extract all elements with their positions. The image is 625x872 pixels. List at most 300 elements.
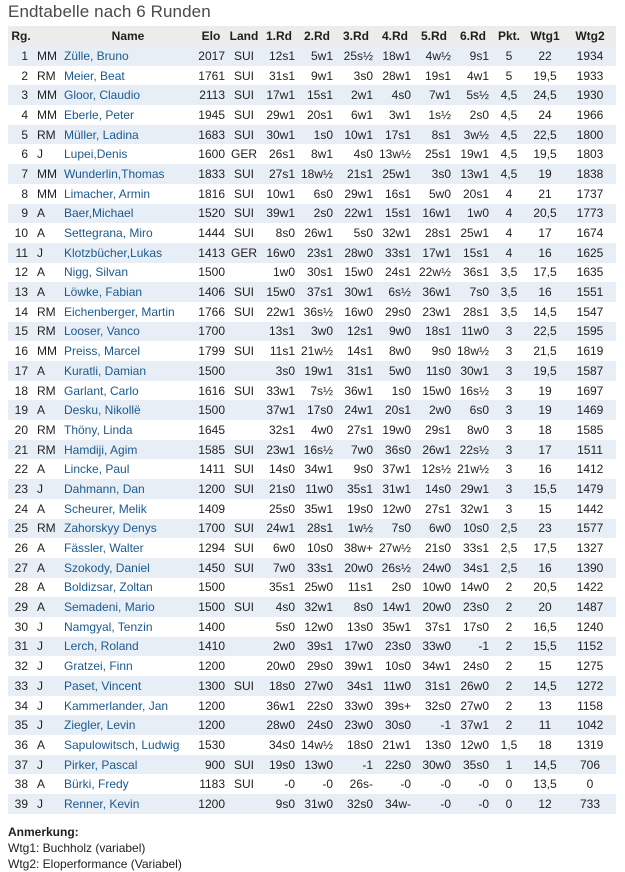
- round-6-cell: 2s0: [454, 105, 492, 125]
- table-row: [8, 656, 616, 676]
- round-1-cell: 29w1: [260, 105, 298, 125]
- player-name-link[interactable]: Namgyal, Tenzin: [62, 617, 194, 637]
- round-4-cell: 39s+: [376, 696, 414, 716]
- round-2-cell: 1s0: [298, 125, 336, 145]
- round-6-cell: 34s1: [454, 558, 492, 578]
- round-2-cell: 34w1: [298, 459, 336, 479]
- round-3-cell: 1w½: [336, 519, 376, 539]
- player-name-link[interactable]: Gratzei, Finn: [62, 656, 194, 676]
- wtg2-cell: 1697: [564, 381, 616, 401]
- round-2-cell: 2s0: [298, 204, 336, 224]
- rank-cell: 35: [8, 715, 34, 735]
- table-row: [8, 381, 616, 401]
- country-cell: SUI: [228, 459, 260, 479]
- elo-cell: 1799: [194, 341, 228, 361]
- rank-cell: 24: [8, 499, 34, 519]
- round-6-cell: 14w0: [454, 578, 492, 598]
- wtg1-cell: 13,5: [526, 774, 564, 794]
- rank-cell: 30: [8, 617, 34, 637]
- wtg2-cell: 1773: [564, 204, 616, 224]
- country-cell: SUI: [228, 46, 260, 66]
- table-row: [8, 125, 616, 145]
- player-name-link[interactable]: Eichenberger, Martin: [62, 302, 194, 322]
- table-row: [8, 676, 616, 696]
- round-4-cell: 3w1: [376, 105, 414, 125]
- round-5-cell: 14s0: [414, 479, 454, 499]
- round-6-cell: 36s1: [454, 263, 492, 283]
- wtg2-cell: 1585: [564, 420, 616, 440]
- wtg2-cell: 1158: [564, 696, 616, 716]
- table-row: [8, 558, 616, 578]
- player-name-link[interactable]: Zahorskyy Denys: [62, 519, 194, 539]
- wtg1-cell: 13: [526, 696, 564, 716]
- round-3-cell: 13s0: [336, 617, 376, 637]
- round-4-cell: 20s1: [376, 400, 414, 420]
- round-6-cell: 33s1: [454, 538, 492, 558]
- title-cell: MM: [34, 341, 62, 361]
- elo-cell: 1600: [194, 144, 228, 164]
- wtg2-cell: 1469: [564, 400, 616, 420]
- round-6-cell: 13w1: [454, 164, 492, 184]
- title-cell: A: [34, 597, 62, 617]
- points-cell: 4,5: [492, 144, 526, 164]
- title-cell: J: [34, 794, 62, 814]
- rank-cell: 34: [8, 696, 34, 716]
- wtg1-cell: 16: [526, 243, 564, 263]
- player-name-link[interactable]: Klotzbücher,Lukas: [62, 243, 194, 263]
- header-round-4: 4.Rd: [376, 26, 414, 46]
- round-3-cell: 18s0: [336, 735, 376, 755]
- rank-cell: 4: [8, 105, 34, 125]
- player-name-link[interactable]: Kammerlander, Jan: [62, 696, 194, 716]
- table-row: [8, 794, 616, 814]
- round-2-cell: 16s½: [298, 440, 336, 460]
- points-cell: 3: [492, 499, 526, 519]
- player-name-link[interactable]: Baer,Michael: [62, 204, 194, 224]
- elo-cell: 2113: [194, 85, 228, 105]
- wtg1-cell: 22,5: [526, 322, 564, 342]
- round-1-cell: 22w1: [260, 302, 298, 322]
- round-4-cell: 37w1: [376, 459, 414, 479]
- table-row: [8, 85, 616, 105]
- round-3-cell: 15w0: [336, 263, 376, 283]
- round-1-cell: 2w0: [260, 637, 298, 657]
- round-1-cell: 27s1: [260, 164, 298, 184]
- round-4-cell: 34w-: [376, 794, 414, 814]
- round-4-cell: 25w1: [376, 164, 414, 184]
- player-name-link[interactable]: Szokody, Daniel: [62, 558, 194, 578]
- round-5-cell: 12s½: [414, 459, 454, 479]
- round-3-cell: 14s1: [336, 341, 376, 361]
- table-row: [8, 617, 616, 637]
- player-name-link[interactable]: Desku, Nikollë: [62, 400, 194, 420]
- player-name-link[interactable]: Renner, Kevin: [62, 794, 194, 814]
- round-6-cell: 23s0: [454, 597, 492, 617]
- elo-cell: 1761: [194, 66, 228, 86]
- wtg1-cell: 20,5: [526, 578, 564, 598]
- round-1-cell: 11s1: [260, 341, 298, 361]
- round-3-cell: 10w1: [336, 125, 376, 145]
- points-cell: 4: [492, 243, 526, 263]
- elo-cell: 900: [194, 755, 228, 775]
- round-5-cell: 11s0: [414, 361, 454, 381]
- round-1-cell: 30w1: [260, 125, 298, 145]
- round-1-cell: 14s0: [260, 459, 298, 479]
- round-1-cell: 32s1: [260, 420, 298, 440]
- wtg1-cell: 19: [526, 400, 564, 420]
- table-row: [8, 499, 616, 519]
- country-cell: [228, 420, 260, 440]
- rank-cell: 33: [8, 676, 34, 696]
- round-2-cell: 24s0: [298, 715, 336, 735]
- rank-cell: 27: [8, 558, 34, 578]
- round-3-cell: 34s1: [336, 676, 376, 696]
- title-cell: MM: [34, 46, 62, 66]
- wtg1-cell: 24,5: [526, 85, 564, 105]
- title-cell: J: [34, 637, 62, 657]
- wtg2-cell: 1800: [564, 125, 616, 145]
- round-1-cell: 19s0: [260, 755, 298, 775]
- player-name-link[interactable]: Scheurer, Melik: [62, 499, 194, 519]
- wtg1-cell: 20,5: [526, 204, 564, 224]
- round-3-cell: -1: [336, 755, 376, 775]
- header-round-5: 5.Rd: [414, 26, 454, 46]
- round-4-cell: 16s1: [376, 184, 414, 204]
- wtg2-cell: 706: [564, 755, 616, 775]
- points-cell: 4: [492, 204, 526, 224]
- round-1-cell: 8s0: [260, 223, 298, 243]
- wtg1-cell: 14,5: [526, 755, 564, 775]
- round-1-cell: 4s0: [260, 597, 298, 617]
- elo-cell: 1945: [194, 105, 228, 125]
- round-3-cell: 2w1: [336, 85, 376, 105]
- player-name-link[interactable]: Eberle, Peter: [62, 105, 194, 125]
- round-6-cell: 24s0: [454, 656, 492, 676]
- round-5-cell: 16w1: [414, 204, 454, 224]
- player-name-link[interactable]: Pirker, Pascal: [62, 755, 194, 775]
- player-name-link[interactable]: Sapulowitsch, Ludwig: [62, 735, 194, 755]
- round-4-cell: 7s0: [376, 519, 414, 539]
- points-cell: 2,5: [492, 558, 526, 578]
- round-4-cell: 6s½: [376, 282, 414, 302]
- round-4-cell: 35w1: [376, 617, 414, 637]
- round-1-cell: 20w0: [260, 656, 298, 676]
- points-cell: 2: [492, 696, 526, 716]
- points-cell: 4,5: [492, 105, 526, 125]
- wtg1-cell: 14,5: [526, 302, 564, 322]
- player-name-link[interactable]: Meier, Beat: [62, 66, 194, 86]
- title-cell: A: [34, 361, 62, 381]
- round-6-cell: 4w1: [454, 66, 492, 86]
- round-2-cell: 17s0: [298, 400, 336, 420]
- points-cell: 3: [492, 440, 526, 460]
- round-4-cell: 18w1: [376, 46, 414, 66]
- player-name-link[interactable]: Dahmann, Dan: [62, 479, 194, 499]
- round-3-cell: 33w0: [336, 696, 376, 716]
- country-cell: [228, 322, 260, 342]
- round-1-cell: 24w1: [260, 519, 298, 539]
- round-4-cell: 4s0: [376, 85, 414, 105]
- player-name-link[interactable]: Bürki, Fredy: [62, 774, 194, 794]
- round-5-cell: 20w0: [414, 597, 454, 617]
- round-1-cell: 17w1: [260, 85, 298, 105]
- country-cell: [228, 794, 260, 814]
- country-cell: SUI: [228, 381, 260, 401]
- elo-cell: 1500: [194, 578, 228, 598]
- round-4-cell: 21w1: [376, 735, 414, 755]
- player-name-link[interactable]: Settegrana, Miro: [62, 223, 194, 243]
- rank-cell: 29: [8, 597, 34, 617]
- player-name-link[interactable]: Nigg, Silvan: [62, 263, 194, 283]
- wtg2-cell: 1547: [564, 302, 616, 322]
- points-cell: 3: [492, 459, 526, 479]
- player-name-link[interactable]: Lerch, Roland: [62, 637, 194, 657]
- wtg1-cell: 19,5: [526, 144, 564, 164]
- wtg2-cell: 1737: [564, 184, 616, 204]
- title-cell: J: [34, 696, 62, 716]
- player-name-link[interactable]: Wunderlin,Thomas: [62, 164, 194, 184]
- round-2-cell: 13w0: [298, 755, 336, 775]
- rank-cell: 8: [8, 184, 34, 204]
- elo-cell: 1300: [194, 676, 228, 696]
- round-3-cell: 8s0: [336, 597, 376, 617]
- round-5-cell: 29s1: [414, 420, 454, 440]
- wtg2-cell: 1551: [564, 282, 616, 302]
- rank-cell: 39: [8, 794, 34, 814]
- rank-cell: 7: [8, 164, 34, 184]
- round-6-cell: 17s0: [454, 617, 492, 637]
- country-cell: SUI: [228, 125, 260, 145]
- round-2-cell: 5w1: [298, 46, 336, 66]
- round-5-cell: 25s1: [414, 144, 454, 164]
- wtg1-cell: 16: [526, 282, 564, 302]
- round-3-cell: 16w0: [336, 302, 376, 322]
- player-name-link[interactable]: Löwke, Fabian: [62, 282, 194, 302]
- round-2-cell: 36s½: [298, 302, 336, 322]
- wtg2-cell: 1272: [564, 676, 616, 696]
- elo-cell: 1500: [194, 400, 228, 420]
- country-cell: SUI: [228, 538, 260, 558]
- round-2-cell: 20s1: [298, 105, 336, 125]
- round-6-cell: 25w1: [454, 223, 492, 243]
- round-2-cell: 7s½: [298, 381, 336, 401]
- rank-cell: 31: [8, 637, 34, 657]
- wtg1-cell: 14,5: [526, 676, 564, 696]
- elo-cell: 1294: [194, 538, 228, 558]
- title-cell: J: [34, 617, 62, 637]
- country-cell: SUI: [228, 223, 260, 243]
- country-cell: SUI: [228, 597, 260, 617]
- round-3-cell: 22w1: [336, 204, 376, 224]
- round-3-cell: 36w1: [336, 381, 376, 401]
- title-cell: A: [34, 459, 62, 479]
- title-cell: A: [34, 578, 62, 598]
- round-4-cell: 24s1: [376, 263, 414, 283]
- round-3-cell: 25s½: [336, 46, 376, 66]
- elo-cell: 1200: [194, 696, 228, 716]
- title-cell: J: [34, 479, 62, 499]
- round-6-cell: -0: [454, 774, 492, 794]
- round-1-cell: 5s0: [260, 617, 298, 637]
- player-name-link[interactable]: Lincke, Paul: [62, 459, 194, 479]
- elo-cell: 1411: [194, 459, 228, 479]
- player-name-link[interactable]: Hamdiji, Agim: [62, 440, 194, 460]
- points-cell: 4,5: [492, 85, 526, 105]
- rank-cell: 5: [8, 125, 34, 145]
- elo-cell: 1520: [194, 204, 228, 224]
- round-3-cell: 6w1: [336, 105, 376, 125]
- round-2-cell: 11w0: [298, 479, 336, 499]
- table-row: [8, 282, 616, 302]
- round-6-cell: 28s1: [454, 302, 492, 322]
- wtg2-cell: 1595: [564, 322, 616, 342]
- player-name-link[interactable]: Boldizsar, Zoltan: [62, 578, 194, 598]
- standings-body: [8, 46, 616, 814]
- wtg2-cell: 1275: [564, 656, 616, 676]
- rank-cell: 38: [8, 774, 34, 794]
- round-6-cell: 19w1: [454, 144, 492, 164]
- wtg1-cell: 19,5: [526, 66, 564, 86]
- round-2-cell: -0: [298, 774, 336, 794]
- table-row: [8, 696, 616, 716]
- rank-cell: 11: [8, 243, 34, 263]
- points-cell: 3,5: [492, 302, 526, 322]
- elo-cell: 1766: [194, 302, 228, 322]
- round-3-cell: 12s1: [336, 322, 376, 342]
- round-2-cell: 18w½: [298, 164, 336, 184]
- round-6-cell: 9s1: [454, 46, 492, 66]
- rank-cell: 6: [8, 144, 34, 164]
- rank-cell: 12: [8, 263, 34, 283]
- wtg2-cell: 1390: [564, 558, 616, 578]
- player-name-link[interactable]: Gloor, Claudio: [62, 85, 194, 105]
- wtg2-cell: 1319: [564, 735, 616, 755]
- round-5-cell: 28s1: [414, 223, 454, 243]
- wtg1-cell: 21: [526, 184, 564, 204]
- round-1-cell: 18s0: [260, 676, 298, 696]
- country-cell: [228, 696, 260, 716]
- table-row: [8, 440, 616, 460]
- title-cell: A: [34, 223, 62, 243]
- player-name-link[interactable]: Preiss, Marcel: [62, 341, 194, 361]
- rank-cell: 25: [8, 519, 34, 539]
- round-2-cell: 31w0: [298, 794, 336, 814]
- round-6-cell: 1w0: [454, 204, 492, 224]
- round-6-cell: 8w0: [454, 420, 492, 440]
- round-3-cell: 9s0: [336, 459, 376, 479]
- round-2-cell: 25w0: [298, 578, 336, 598]
- country-cell: SUI: [228, 204, 260, 224]
- title-cell: MM: [34, 85, 62, 105]
- player-name-link[interactable]: Garlant, Carlo: [62, 381, 194, 401]
- table-row: [8, 715, 616, 735]
- title-cell: A: [34, 774, 62, 794]
- table-row: [8, 420, 616, 440]
- wtg1-cell: 15: [526, 499, 564, 519]
- round-3-cell: 23w0: [336, 715, 376, 735]
- round-6-cell: -1: [454, 637, 492, 657]
- header-round-6: 6.Rd: [454, 26, 492, 46]
- round-4-cell: 19w0: [376, 420, 414, 440]
- round-5-cell: 15w0: [414, 381, 454, 401]
- points-cell: 3,5: [492, 282, 526, 302]
- player-name-link[interactable]: Limacher, Armin: [62, 184, 194, 204]
- points-cell: 3: [492, 479, 526, 499]
- round-4-cell: 23s0: [376, 637, 414, 657]
- round-2-cell: 9w1: [298, 66, 336, 86]
- round-4-cell: 22s0: [376, 755, 414, 775]
- player-name-link[interactable]: Müller, Ladina: [62, 125, 194, 145]
- player-name-link[interactable]: Fässler, Walter: [62, 538, 194, 558]
- player-name-link[interactable]: Zülle, Bruno: [62, 46, 194, 66]
- player-name-link[interactable]: Kuratli, Damian: [62, 361, 194, 381]
- round-3-cell: 19s0: [336, 499, 376, 519]
- round-6-cell: 12w0: [454, 735, 492, 755]
- round-4-cell: 14w1: [376, 597, 414, 617]
- country-cell: SUI: [228, 85, 260, 105]
- round-2-cell: 22s0: [298, 696, 336, 716]
- round-4-cell: 32w1: [376, 223, 414, 243]
- wtg2-cell: 1933: [564, 66, 616, 86]
- round-4-cell: 10s0: [376, 656, 414, 676]
- round-5-cell: 10w0: [414, 578, 454, 598]
- round-5-cell: 19s1: [414, 66, 454, 86]
- round-4-cell: 2s0: [376, 578, 414, 598]
- round-2-cell: 3w0: [298, 322, 336, 342]
- wtg1-cell: 20: [526, 597, 564, 617]
- round-2-cell: 27w0: [298, 676, 336, 696]
- wtg2-cell: 1966: [564, 105, 616, 125]
- round-6-cell: 35s0: [454, 755, 492, 775]
- points-cell: 4: [492, 184, 526, 204]
- wtg1-cell: 16,5: [526, 617, 564, 637]
- player-name-link[interactable]: Thöny, Linda: [62, 420, 194, 440]
- round-2-cell: 23s1: [298, 243, 336, 263]
- round-2-cell: 37s1: [298, 282, 336, 302]
- round-4-cell: 8w0: [376, 341, 414, 361]
- wtg1-cell: 15,5: [526, 637, 564, 657]
- player-name-link[interactable]: Lupei,Denis: [62, 144, 194, 164]
- country-cell: [228, 499, 260, 519]
- country-cell: [228, 617, 260, 637]
- header-round-2: 2.Rd: [298, 26, 336, 46]
- player-name-link[interactable]: Looser, Vanco: [62, 322, 194, 342]
- points-cell: 4: [492, 223, 526, 243]
- wtg2-cell: 733: [564, 794, 616, 814]
- country-cell: SUI: [228, 755, 260, 775]
- header-round-1: 1.Rd: [260, 26, 298, 46]
- table-row: [8, 479, 616, 499]
- title-cell: A: [34, 263, 62, 283]
- elo-cell: 1700: [194, 519, 228, 539]
- player-name-link[interactable]: Semadeni, Mario: [62, 597, 194, 617]
- round-2-cell: 33s1: [298, 558, 336, 578]
- player-name-link[interactable]: Ziegler, Levin: [62, 715, 194, 735]
- elo-cell: 1500: [194, 597, 228, 617]
- round-6-cell: 6s0: [454, 400, 492, 420]
- note-line-wtg2: Wtg2: Eloperformance (Variabel): [8, 856, 182, 871]
- rank-cell: 20: [8, 420, 34, 440]
- country-cell: [228, 400, 260, 420]
- elo-cell: 1616: [194, 381, 228, 401]
- round-2-cell: 14w½: [298, 735, 336, 755]
- round-2-cell: 12w0: [298, 617, 336, 637]
- player-name-link[interactable]: Paset, Vincent: [62, 676, 194, 696]
- round-5-cell: 26w1: [414, 440, 454, 460]
- title-cell: RM: [34, 420, 62, 440]
- round-1-cell: 12s1: [260, 46, 298, 66]
- elo-cell: 1200: [194, 715, 228, 735]
